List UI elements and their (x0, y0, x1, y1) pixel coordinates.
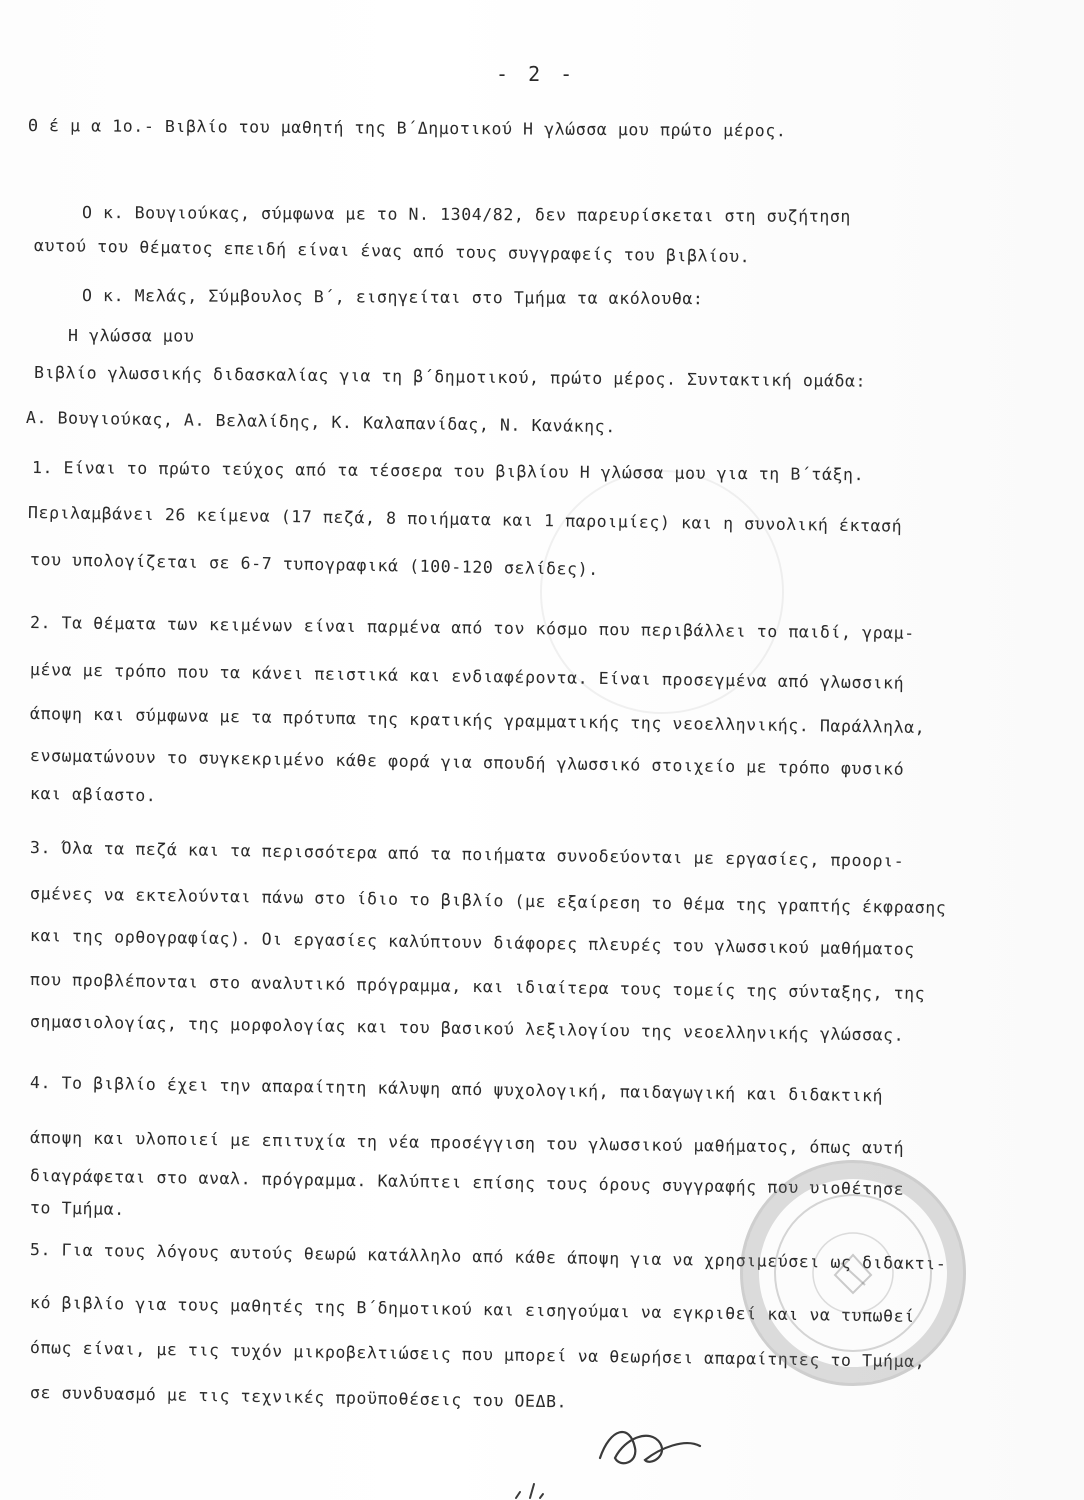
paragraph-4-line: άποψη και υλοποιεί με επιτυχία τη νέα προσέγγιση του γλωσσικού μαθήματος, όπως αυτή (29, 1128, 905, 1158)
signature-icon (590, 1418, 710, 1478)
paragraph-1-line: Περιλαμβάνει 26 κείμενα (17 πεζά, 8 ποιήματα και 1 παροιμίες) και η συνολική έκτασή (27, 503, 903, 536)
bottom-page-mark-icon (510, 1478, 550, 1500)
paragraph-5-line: σε συνδυασμό με τις τεχνικές προϋποθέσεις του ΟΕΔΒ. (29, 1383, 568, 1412)
paragraph-4-line: το Τμήμα. (29, 1198, 126, 1219)
topic-heading: Θ έ μ α 1ο.- Βιβλίο του μαθητή της Β΄Δημοτικού Η γλώσσα μου πρώτο μέρος. (27, 116, 787, 141)
paragraph-2-line: ενσωματώνουν το συγκεκριμένο κάθε φορά για σπουδή γλωσσικό στοιχείο με τρόπο φυσικό (29, 746, 905, 779)
paragraph-4-line: διαγράφεται στο αναλ. πρόγραμμα. Καλύπτει επίσης τους όρους συγγραφής που υιοθέτησε (29, 1166, 905, 1199)
paragraph-3-line: 3. Όλα τα πεζά και τα περισσότερα από τα ποιήματα συνοδεύονται με εργασίες, προορι- (29, 838, 905, 871)
text-line: αυτού του θέματος επειδή είναι ένας από τους συγγραφείς του βιβλίου. (33, 236, 751, 267)
official-stamp (740, 1160, 966, 1386)
paragraph-2-line: μένα με τρόπο που τα κάνει πειστικά και ενδιαφέροντα. Είναι προσεγμένα από γλωσσική (29, 660, 905, 693)
paragraph-3-line: σημασιολογίας, της μορφολογίας και του βασικού λεξιλογίου της νεοελληνικής γλώσσας. (29, 1012, 905, 1045)
stamp-emblem-icon (743, 1163, 963, 1383)
text-line: Βιβλίο γλωσσικής διδασκαλίας για τη β΄δημοτικού, πρώτο μέρος. Συντακτική ομάδα: (33, 363, 867, 391)
paragraph-2-line: 2. Τα θέματα των κειμένων είναι παρμένα από τον κόσμο που περιβάλλει το παιδί, γραμ- (29, 613, 915, 643)
paragraph-2-line: και αβίαστο. (29, 784, 157, 806)
paragraph-1-line: του υπολογίζεται σε 6-7 τυπογραφικά (100-120 σελίδες). (29, 550, 599, 579)
paragraph-2-line: άποψη και σύμφωνα με τα πρότυπα της κρατικής γραμματικής της νεοελληνικής. Παράλληλα, (29, 704, 926, 738)
paragraph-3-line: σμένες να εκτελούνται πάνω στο ίδιο το βιβλίο (με εξαίρεση το θέμα της γραπτής έκφρασης (29, 884, 947, 918)
book-title: Η γλώσσα μου (67, 326, 195, 346)
paragraph-1-line: 1. Είναι το πρώτο τεύχος από τα τέσσερα του βιβλίου Η γλώσσα μου για τη Β΄τάξη. (31, 458, 865, 485)
page-number: - 2 - (496, 62, 577, 86)
text-line: Ο κ. Μελάς, Σύμβουλος Β΄, εισηγείται στο Τμήμα τα ακόλουθα: (81, 286, 704, 309)
paragraph-3-line: που προβλέπονται στο αναλυτικό πρόγραμμα, και ιδιαίτερα τους τομείς της σύνταξης, της (29, 970, 926, 1004)
text-line: Ο κ. Βουγιούκας, σύμφωνα με το Ν. 1304/82, δεν παρευρίσκεται στη συζήτηση (81, 203, 852, 227)
paragraph-5-line: όπως είναι, με τις τυχόν μικροβελτιώσεις που μπορεί να θεωρήσει απαραίτητες το Τμήμα, (29, 1338, 926, 1372)
paragraph-4-line: 4. Το βιβλίο έχει την απαραίτητη κάλυψη από ψυχολογική, παιδαγωγική και διδακτική (29, 1073, 884, 1106)
paragraph-3-line: και της ορθογραφίας). Οι εργασίες καλύπτουν διάφορες πλευρές του γλωσσικού μαθήματος (29, 926, 915, 959)
paragraph-5-line: 5. Για τους λόγους αυτούς θεωρώ κατάλληλο από κάθε άποψη για να χρησιμεύσει ως διδακτι- (29, 1240, 947, 1274)
paragraph-5-line: κό βιβλίο για τους μαθητές της Β΄δημοτικού και εισηγούμαι να εγκριθεί και να τυπωθεί (29, 1293, 915, 1326)
authors-line: Α. Βουγιούκας, Α. Βελαλίδης, Κ. Καλαπανίδας, Ν. Κανάκης. (25, 408, 616, 437)
